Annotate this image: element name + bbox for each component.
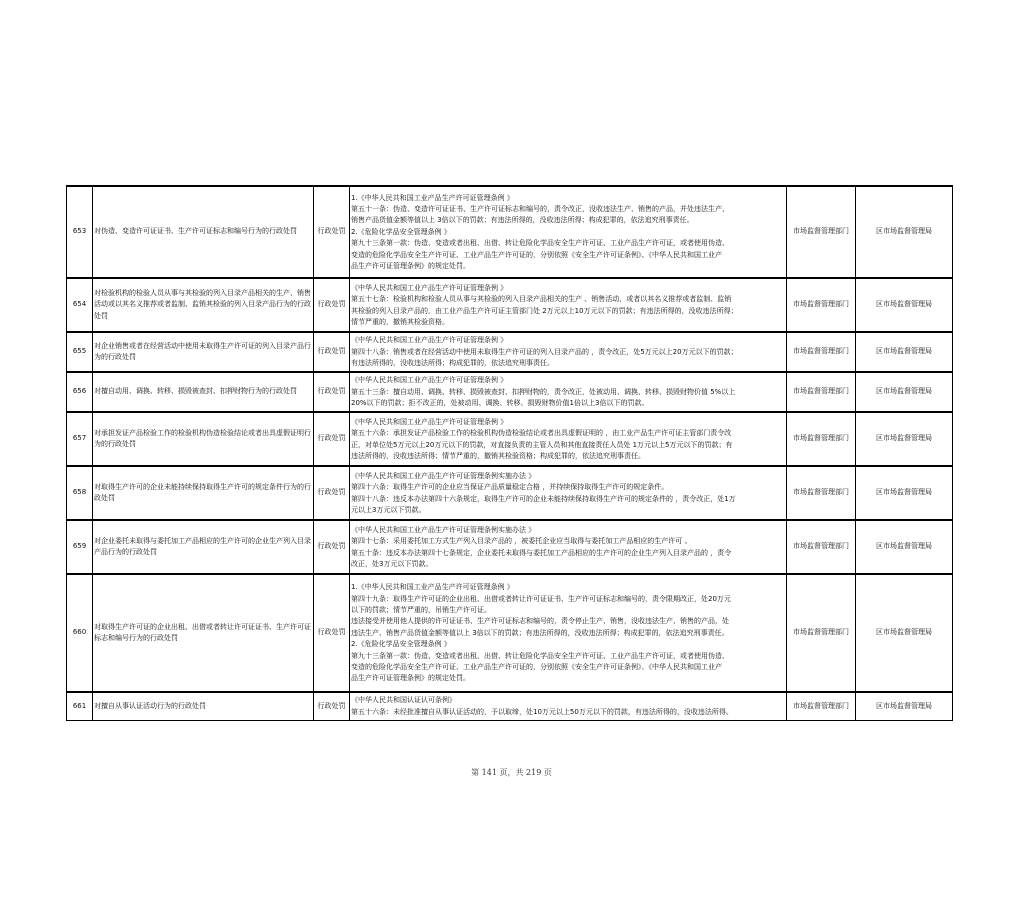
legal-basis-line: 变造的危险化学品安全生产许可证、工业产品生产许可证的，分别依照《安全生产许可证条例》、《中华人民共和国工业产: [351, 663, 722, 672]
table-row: [67, 692, 953, 720]
legal-basis-line: 《中华人民共和国工业产品生产许可证管理条例实施办法 》: [351, 471, 536, 480]
executing-agency: 区市场监督管理局: [856, 332, 953, 372]
executing-agency: 区市场监督管理局: [856, 278, 953, 332]
legal-basis: [350, 692, 787, 720]
legal-basis: [350, 412, 787, 466]
item-number: 657: [67, 412, 93, 466]
legal-basis-line: 2.《危险化学品安全管理条例 》: [351, 227, 451, 236]
item-number: 656: [67, 372, 93, 412]
item-type: 行政处罚: [314, 332, 350, 372]
legal-basis-line: 其检验的列入目录产品的，由工业产品生产许可证主管部门处 2万元以上10万元以下的罚款；有违法所得的，没收违法所得；: [351, 306, 738, 315]
executing-agency: 区市场监督管理局: [856, 466, 953, 520]
legal-basis-line: 第四十九条：取得生产许可证的企业出租、出借或者转让许可证证书、生产许可证标志和编号的，责令限期改正，处20万元: [351, 594, 731, 603]
legal-basis-line: 第九十三条第一款：伪造、变造或者出租、出借、转让危险化学品安全生产许可证、工业产品生产许可证，或者使用伪造、: [351, 651, 729, 660]
item-name: 对企业销售或者在经营活动中使用未取得生产许可证的列入目录产品行为的行政处罚: [93, 332, 314, 372]
item-name: 对取得生产许可的企业未能持续保持取得生产许可的规定条件行为的行政处罚: [93, 466, 314, 520]
table-row: [67, 372, 953, 412]
legal-basis-line: 情节严重的，撤销其检验资格。: [351, 317, 449, 326]
legal-basis: [350, 466, 787, 520]
executing-agency: 区市场监督管理局: [856, 692, 953, 720]
legal-basis-line: 品生产许可证管理条例》的规定处罚。: [351, 674, 470, 683]
legal-basis-line: 《中华人民共和国工业产品生产许可证管理条例 》: [351, 336, 508, 345]
table-row: [67, 412, 953, 466]
legal-basis-line: 《中华人民共和国工业产品生产许可证管理条例实施办法 》: [351, 525, 536, 534]
legal-basis-line: 第五十条：违反本办法第四十七条规定，企业委托未取得与委托加工产品相应的生产许可的企业生产列入目录产品的 ，责令: [351, 548, 732, 557]
item-number: 655: [67, 332, 93, 372]
item-type: 行政处罚: [314, 412, 350, 466]
item-type: 行政处罚: [314, 278, 350, 332]
legal-basis-line: 《中华人民共和国工业产品生产许可证管理条例 》: [351, 376, 508, 385]
legal-basis-line: 第四十七条：采用委托加工方式生产列入目录产品的 ，被委托企业应当取得与委托加工产品相应的生产许可 。: [351, 537, 692, 546]
legal-basis-line: 1.《中华人民共和国工业产品生产许可证管理条例 》: [351, 193, 514, 202]
table-row: [67, 520, 953, 574]
executing-agency: 区市场监督管理局: [856, 574, 953, 692]
penalty-table: [66, 185, 953, 721]
legal-basis-line: 违法所得的，没收违法所得；情节严重的，撤销其检验资格；构成犯罪的，依法追究刑事责任。: [351, 451, 645, 460]
table-row: [67, 186, 953, 278]
legal-basis-line: 变造的危险化学品安全生产许可证、工业产品生产许可证的，分别依照《安全生产许可证条例》、《中华人民共和国工业产: [351, 250, 722, 259]
legal-basis-line: 第四十八条：销售或者在经营活动中使用未取得生产许可证的列入目录产品的 ，责令改正，处5万元以上20万元以下的罚款；: [351, 347, 738, 356]
item-number: 654: [67, 278, 93, 332]
item-name: 对擅自动用、调换、转移、损毁被查封、扣押财物行为的行政处罚: [93, 372, 314, 412]
legal-basis-line: 改正，处3万元以下罚款。: [351, 559, 433, 568]
item-type: 行政处罚: [314, 466, 350, 520]
item-number: 660: [67, 574, 93, 692]
legal-basis-line: 20%以下的罚款；拒不改正的，处被动用、调换、转移、损毁财物价值1倍以上3倍以下的罚款。: [351, 399, 649, 408]
implementing-department: 市场监督管理部门: [787, 574, 856, 692]
item-type: 行政处罚: [314, 520, 350, 574]
legal-basis-line: 第五十三条：擅自动用、调换、转移、损毁被查封、扣押财物的，责令改正，处被动用、调换、转移、损毁财物价值 5%以上: [351, 387, 736, 396]
implementing-department: 市场监督管理部门: [787, 412, 856, 466]
page-footer: 第 141 页，共 219 页: [471, 768, 552, 777]
implementing-department: 市场监督管理部门: [787, 372, 856, 412]
item-type: 行政处罚: [314, 186, 350, 278]
executing-agency: 区市场监督管理局: [856, 520, 953, 574]
legal-basis: [350, 372, 787, 412]
legal-basis: [350, 574, 787, 692]
table-row: [67, 332, 953, 372]
implementing-department: 市场监督管理部门: [787, 692, 856, 720]
legal-basis-line: 以下的罚款；情节严重的，吊销生产许可证。: [351, 605, 491, 614]
item-number: 658: [67, 466, 93, 520]
legal-basis-line: 第五十六条：未经批准擅自从事认证活动的，予以取缔，处10万元以上50万元以下的罚款，有违法所得的，没收违法所得。: [351, 707, 733, 716]
item-number: 653: [67, 186, 93, 278]
implementing-department: 市场监督管理部门: [787, 332, 856, 372]
legal-basis-line: 第四十八条：违反本办法第四十六条规定，取得生产许可的企业未能持续保持取得生产许可的规定条件的 ，责令改正，处1万: [351, 494, 736, 503]
executing-agency: 区市场监督管理局: [856, 372, 953, 412]
implementing-department: 市场监督管理部门: [787, 520, 856, 574]
legal-basis-line: 第五十六条：承担发证产品检验工作的检验机构伪造检验结论或者出具虚假证明的 ，由工业产品生产许可证主管部门责令改: [351, 429, 732, 438]
legal-basis-line: 第五十七条：检验机构和检验人员从事与其检验的列入目录产品相关的生产 、销售活动，或者以其名义推荐或者监制、监销: [351, 295, 732, 304]
table-body: [67, 186, 953, 720]
item-name: 对企业委托未取得与委托加工产品相应的生产许可的企业生产列入目录产品行为的行政处罚: [93, 520, 314, 574]
legal-basis: [350, 332, 787, 372]
legal-basis-line: 有违法所得的，没收违法所得；构成犯罪的，依法追究刑事责任。: [351, 359, 554, 368]
item-name: 对取得生产许可证的企业出租、出借或者转让许可证证书、生产许可证标志和编号行为的行政处罚: [93, 574, 314, 692]
implementing-department: 市场监督管理部门: [787, 466, 856, 520]
item-name: 对检验机构的检验人员从事与其检验的列入目录产品相关的生产、销售活动或以其名义推荐或者监制、监销其检验的列入目录产品行为的行政处罚: [93, 278, 314, 332]
item-name: 对擅自从事认证活动行为的行政处罚: [93, 692, 314, 720]
legal-basis-line: 《中华人民共和国认证认可条例》: [351, 696, 456, 705]
item-number: 661: [67, 692, 93, 720]
legal-basis-line: 销售产品货值金额等值以上 3倍以下的罚款；有违法所得的，没收违法所得；构成犯罪的，依法追究刑事责任。: [351, 216, 694, 225]
legal-basis: [350, 278, 787, 332]
item-name: 对承担发证产品检验工作的检验机构伪造检验结论或者出具虚假证明行为的行政处罚: [93, 412, 314, 466]
item-name: 对伪造、变造许可证证书、生产许可证标志和编号行为的行政处罚: [93, 186, 314, 278]
legal-basis-line: 违法接受并使用他人提供的许可证证书、生产许可证标志和编号的，责令停止生产、销售，没收违法生产、销售的产品，处: [351, 617, 729, 626]
item-type: 行政处罚: [314, 692, 350, 720]
executing-agency: 区市场监督管理局: [856, 186, 953, 278]
item-type: 行政处罚: [314, 574, 350, 692]
implementing-department: 市场监督管理部门: [787, 186, 856, 278]
legal-basis-line: 第五十一条：伪造、变造许可证证书、生产许可证标志和编号的，责令改正，没收违法生产、销售的产品，并处违法生产、: [351, 204, 729, 213]
legal-basis-line: 元以上3万元以下罚款。: [351, 505, 426, 514]
legal-basis-line: 《中华人民共和国工业产品生产许可证管理条例 》: [351, 283, 508, 292]
implementing-department: 市场监督管理部门: [787, 278, 856, 332]
item-number: 659: [67, 520, 93, 574]
legal-basis-line: 1.《中华人民共和国工业产品生产许可证管理条例 》: [351, 583, 514, 592]
legal-basis-line: 第四十六条：取得生产许可的企业应当保证产品质量稳定合格 ，并持续保持取得生产许可的规定条件。: [351, 483, 669, 492]
table-row: [67, 278, 953, 332]
item-type: 行政处罚: [314, 372, 350, 412]
legal-basis-line: 《中华人民共和国工业产品生产许可证管理条例 》: [351, 417, 508, 426]
legal-basis: [350, 186, 787, 278]
legal-basis-line: 品生产许可证管理条例》的规定处罚。: [351, 262, 470, 271]
table-row: [67, 466, 953, 520]
legal-basis-line: 第九十三条第一款：伪造、变造或者出租、出借、转让危险化学品安全生产许可证、工业产品生产许可证，或者使用伪造、: [351, 239, 729, 248]
executing-agency: 区市场监督管理局: [856, 412, 953, 466]
legal-basis-line: 违法生产、销售产品货值金额等值以上 3倍以下的罚款；有违法所得的，没收违法所得；构成犯罪的，依法追究刑事责任。: [351, 628, 729, 637]
legal-basis: [350, 520, 787, 574]
table-row: [67, 574, 953, 692]
legal-basis-line: 2.《危险化学品安全管理条例 》: [351, 640, 451, 649]
legal-basis-line: 正，对单位处5万元以上20万元以下的罚款，对直接负责的主管人员和其他直接责任人员处 1万元以上5万元以下的罚款；有: [351, 440, 733, 449]
